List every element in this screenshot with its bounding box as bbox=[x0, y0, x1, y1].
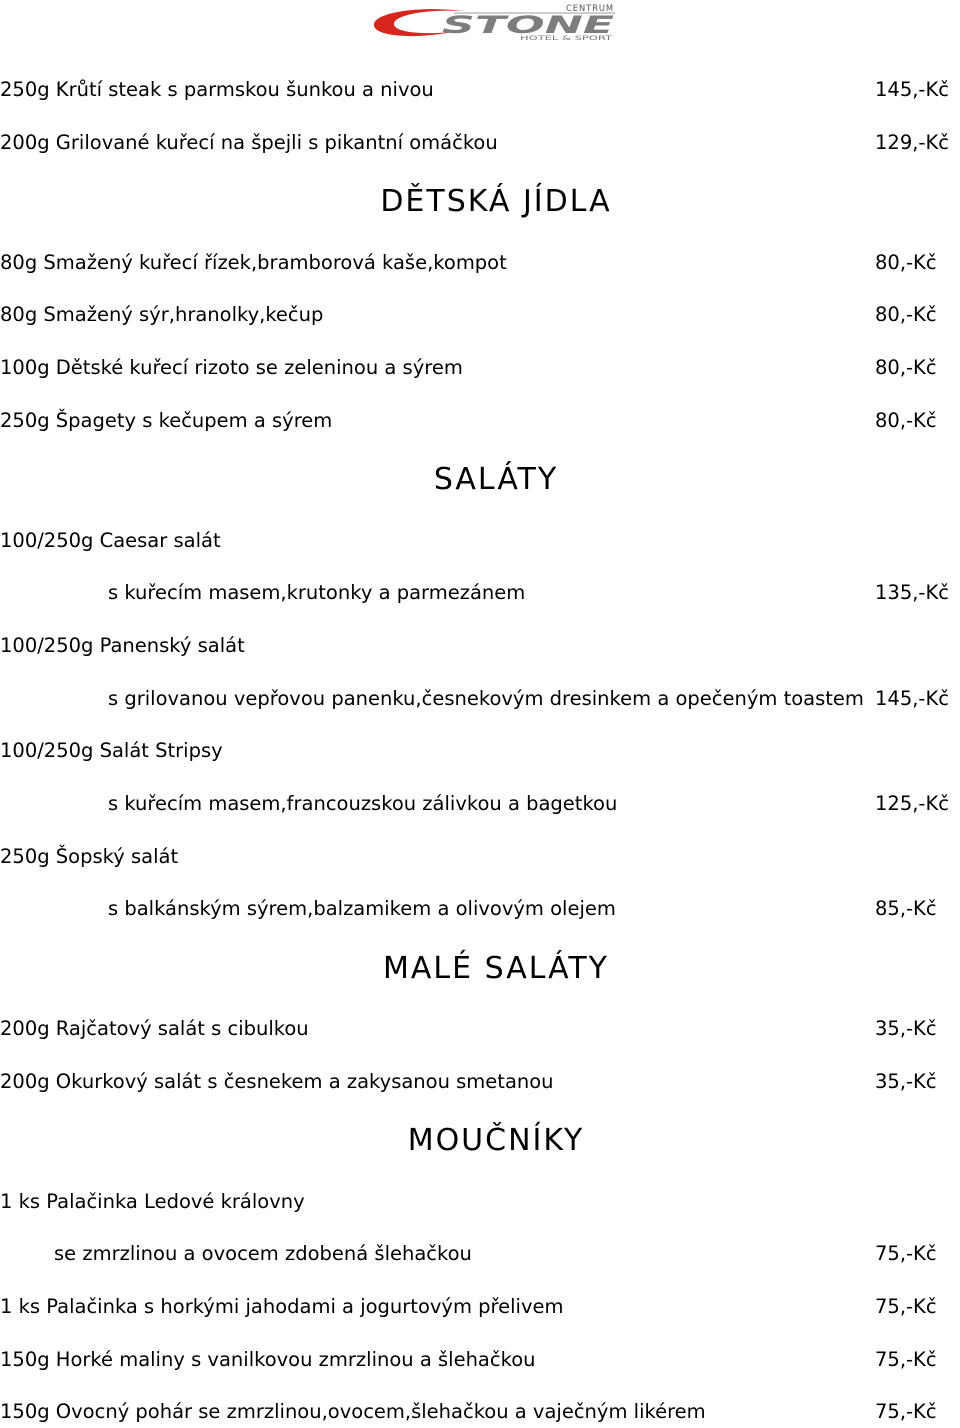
menu-item bbox=[0, 845, 960, 922]
menu-item-row bbox=[0, 739, 960, 763]
item-price: 75,-Kč bbox=[875, 1347, 937, 1371]
section-heading: SALÁTY bbox=[433, 462, 559, 498]
item-name: 200g Grilované kuřecí na špejli s pikantní omáčkou bbox=[0, 130, 498, 154]
menu-item-detail-row bbox=[0, 687, 960, 711]
section-heading: MOUČNÍKY bbox=[407, 1123, 585, 1159]
item-price: 129,-Kč bbox=[875, 130, 949, 154]
item-price: 75,-Kč bbox=[875, 1242, 937, 1266]
item-detail: s kuřecím masem,francouzskou zálivkou a bagetkou bbox=[108, 791, 618, 815]
menu-item-row bbox=[0, 1017, 960, 1041]
menu-item-row bbox=[0, 131, 960, 155]
item-name: 80g Smažený sýr,hranolky,kečup bbox=[0, 303, 324, 327]
menu-item bbox=[0, 409, 960, 433]
section-heading: MALÉ SALÁTY bbox=[383, 950, 609, 986]
logo-stone-text: STONE bbox=[442, 11, 616, 39]
item-price: 35,-Kč bbox=[875, 1069, 937, 1093]
item-detail: s balkánským sýrem,balzamikem a olivovým olejem bbox=[108, 897, 616, 921]
menu-item bbox=[0, 251, 960, 275]
item-price: 145,-Kč bbox=[875, 686, 949, 710]
logo-centrum-text: CENTRUM bbox=[566, 4, 614, 14]
menu-item bbox=[0, 303, 960, 327]
menu-item bbox=[0, 1017, 960, 1041]
item-name: 200g Rajčatový salát s cibulkou bbox=[0, 1017, 309, 1041]
item-price: 75,-Kč bbox=[875, 1295, 937, 1319]
item-price: 80,-Kč bbox=[875, 250, 937, 274]
menu-item-detail-row bbox=[0, 1242, 960, 1266]
menu-item bbox=[0, 739, 960, 816]
menu-item bbox=[0, 634, 960, 711]
item-price: 85,-Kč bbox=[875, 897, 937, 921]
item-detail: s kuřecím masem,krutonky a parmezánem bbox=[108, 581, 526, 605]
item-name: 1 ks Palačinka s horkými jahodami a jogurtovým přelivem bbox=[0, 1295, 564, 1319]
menu-item-detail-row bbox=[0, 897, 960, 921]
item-name: 250g Špagety s kečupem a sýrem bbox=[0, 408, 333, 432]
item-price: 80,-Kč bbox=[875, 408, 937, 432]
menu-item bbox=[0, 1400, 960, 1424]
logo-subtitle-text: HOTEL & SPORT bbox=[520, 34, 613, 42]
menu-item-row bbox=[0, 356, 960, 380]
item-price: 80,-Kč bbox=[875, 303, 937, 327]
menu-item-row bbox=[0, 409, 960, 433]
menu-section bbox=[0, 183, 960, 432]
menu-item-row bbox=[0, 634, 960, 658]
menu-item-detail-row bbox=[0, 792, 960, 816]
menu-section bbox=[0, 1122, 960, 1424]
menu-item-row bbox=[0, 1348, 960, 1372]
item-price: 75,-Kč bbox=[875, 1400, 937, 1424]
menu-item-row bbox=[0, 1190, 960, 1214]
menu-section bbox=[0, 950, 960, 1094]
menu-item bbox=[0, 131, 960, 155]
item-price: 135,-Kč bbox=[875, 581, 949, 605]
menu-item-row bbox=[0, 529, 960, 553]
menu-item bbox=[0, 1190, 960, 1267]
item-name: 200g Okurkový salát s česnekem a zakysanou smetanou bbox=[0, 1069, 554, 1093]
menu-item-detail-row bbox=[0, 581, 960, 605]
menu-item bbox=[0, 1070, 960, 1094]
item-detail: s grilovanou vepřovou panenku,česnekovým dresinkem a opečeným toastem bbox=[108, 686, 864, 710]
menu-item-row bbox=[0, 78, 960, 102]
menu-item-row bbox=[0, 251, 960, 275]
menu-section bbox=[0, 78, 960, 155]
menu-item bbox=[0, 529, 960, 606]
menu-section bbox=[0, 461, 960, 921]
item-name: 100/250g Caesar salát bbox=[0, 528, 221, 552]
menu-item bbox=[0, 1295, 960, 1319]
item-name: 100/250g Panenský salát bbox=[0, 633, 245, 657]
item-price: 125,-Kč bbox=[875, 791, 949, 815]
menu-item bbox=[0, 1348, 960, 1372]
menu-item bbox=[0, 356, 960, 380]
item-price: 35,-Kč bbox=[875, 1017, 937, 1041]
item-price: 80,-Kč bbox=[875, 355, 937, 379]
item-name: 250g Šopský salát bbox=[0, 844, 179, 868]
menu-item-row bbox=[0, 1400, 960, 1424]
menu-item-row bbox=[0, 845, 960, 869]
item-name: 100g Dětské kuřecí rizoto se zeleninou a sýrem bbox=[0, 355, 463, 379]
item-name: 1 ks Palačinka Ledové královny bbox=[0, 1189, 305, 1213]
section-heading: DĚTSKÁ JÍDLA bbox=[380, 184, 612, 220]
hotel-logo bbox=[368, 2, 620, 42]
item-name: 250g Krůtí steak s parmskou šunkou a nivou bbox=[0, 78, 434, 101]
item-name: 150g Ovocný pohár se zmrzlinou,ovocem,šlehačkou a vaječným likérem bbox=[0, 1400, 706, 1424]
item-price: 145,-Kč bbox=[875, 78, 949, 101]
menu-list bbox=[0, 78, 960, 1424]
item-name: 80g Smažený kuřecí řízek,bramborová kaše,kompot bbox=[0, 250, 507, 274]
item-name: 100/250g Salát Stripsy bbox=[0, 739, 223, 763]
item-detail: se zmrzlinou a ovocem zdobená šlehačkou bbox=[54, 1242, 472, 1266]
menu-item bbox=[0, 78, 960, 102]
menu-item-row bbox=[0, 1070, 960, 1094]
item-name: 150g Horké maliny s vanilkovou zmrzlinou a šlehačkou bbox=[0, 1347, 536, 1371]
menu-item-row bbox=[0, 303, 960, 327]
menu-item-row bbox=[0, 1295, 960, 1319]
